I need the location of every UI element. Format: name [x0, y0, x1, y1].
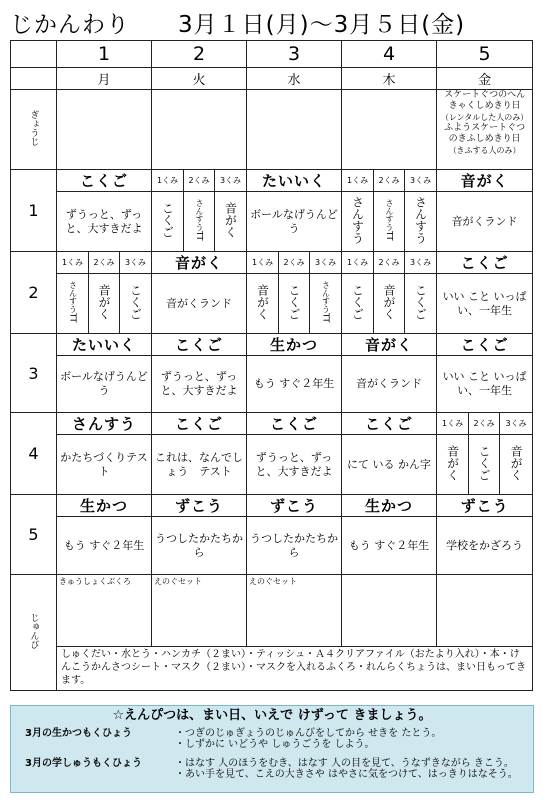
class-label: 1くみ — [152, 170, 184, 192]
lesson-desc: ずうっと、ずっと、大すきだよ — [57, 192, 152, 252]
goal-text: ・しずかに いどうや しゅうごうを しよう。 — [175, 739, 375, 750]
period-4-detail-row — [11, 435, 533, 495]
period-label: 5 — [11, 495, 57, 575]
subject: こくご — [437, 252, 533, 274]
subject: 生かつ — [247, 334, 342, 356]
event-cell — [342, 90, 437, 170]
class-label: 2くみ — [184, 170, 215, 192]
class-subject: こくご — [405, 274, 437, 334]
prep-item: えのぐセット — [152, 575, 247, 647]
corner-cell — [11, 68, 57, 90]
class-subject: こくご — [342, 274, 374, 334]
row-label: じゅんび — [11, 575, 57, 691]
lesson-desc: うつしたかたちから — [247, 517, 342, 575]
col-number: 4 — [342, 41, 437, 68]
weekday: 月 — [57, 68, 152, 90]
subject: ずこう — [247, 495, 342, 517]
lesson-desc: もう すぐ２年生 — [57, 517, 152, 575]
lesson-desc: もう すぐ２年生 — [342, 517, 437, 575]
weekday: 木 — [342, 68, 437, 90]
prep-row — [11, 575, 533, 647]
subject: こくご — [152, 413, 247, 435]
subject: ずこう — [437, 495, 533, 517]
lesson-desc: これは、なんでしょう テスト — [152, 435, 247, 495]
class-label: 2くみ — [374, 170, 405, 192]
class-subject: さんすうTT — [310, 274, 342, 334]
subject: 音がく — [152, 252, 247, 274]
prep-item — [437, 575, 533, 647]
period-label: 4 — [11, 413, 57, 495]
gakushu-goal — [25, 758, 535, 784]
lesson-desc: いい こと いっぱい、一年生 — [437, 274, 533, 334]
class-label: 3くみ — [120, 252, 152, 274]
subject: 音がく — [437, 170, 533, 192]
class-subject: 音がく — [247, 274, 279, 334]
event-cell — [57, 90, 152, 170]
period-2-subject-row — [11, 252, 533, 274]
class-subject: こくご — [279, 274, 310, 334]
class-label: 1くみ — [57, 252, 89, 274]
pencil-banner: ☆えんぴつは、まい日、いえで けずって きましょう。 — [112, 708, 432, 723]
subject: 音がく — [342, 334, 437, 356]
goal-label: 3月の生かつもくひょう — [25, 728, 132, 739]
subject: こくご — [247, 413, 342, 435]
goal-text: ・あい手を見て、こえの大きさや はやさに気をつけて、はっきりはなそう。 — [175, 769, 518, 780]
lesson-desc: かたちづくりテスト — [57, 435, 152, 495]
weekday: 水 — [247, 68, 342, 90]
daily-items-note: しゅくだい・水とう・ハンカチ（２まい）・ティッシュ・Ａ４クリアファイル（おたより入れ）・本・けんこうかんさつシート・マスク（２まい）・マスクを入れるふくろ・れんらくちょうは、まい日もってきます。 — [57, 647, 533, 691]
goal-label: 3月の学しゅうもくひょう — [25, 758, 142, 769]
prep-item: きゅうしょくぶくろ — [57, 575, 152, 647]
weekday-row — [11, 68, 533, 90]
seikatsu-goal — [25, 728, 535, 754]
weekday: 火 — [152, 68, 247, 90]
timetable — [10, 40, 533, 691]
page-title: じかんわり 3月１日(月)～3月５日(金) — [10, 12, 466, 38]
lesson-desc: ボールなげうんどう — [247, 192, 342, 252]
prep-note-row — [11, 647, 533, 691]
period-1-detail-row — [11, 192, 533, 252]
lesson-desc: にて いる かん字 — [342, 435, 437, 495]
period-2-detail-row — [11, 274, 533, 334]
class-label: 3くみ — [405, 252, 437, 274]
subject: こくご — [437, 334, 533, 356]
class-subject: さんすうTT — [184, 192, 215, 252]
subject: 生かつ — [57, 495, 152, 517]
class-subject: こくご — [120, 274, 152, 334]
subject: たいいく — [57, 334, 152, 356]
class-subject: さんすう — [405, 192, 437, 252]
lesson-desc: 学校をかざろう — [437, 517, 533, 575]
period-label: 3 — [11, 334, 57, 413]
period-label: 2 — [11, 252, 57, 334]
lesson-desc: もう すぐ２年生 — [247, 356, 342, 413]
class-subject: 音がく — [374, 274, 405, 334]
corner-cell — [11, 41, 57, 68]
goal-text: ・はなす 人のほうをむき、はなす 人の目を見て、うなずきながら きこう。 — [175, 758, 514, 769]
lesson-desc: 音がくランド — [342, 356, 437, 413]
lesson-desc: ずうっと、ずっと、大すきだよ — [152, 356, 247, 413]
class-subject: 音がく — [437, 435, 469, 495]
row-label: ぎょうじ — [11, 90, 57, 170]
events-row — [11, 90, 533, 170]
class-label: 1くみ — [437, 413, 469, 435]
class-label: 2くみ — [469, 413, 500, 435]
class-label: 1くみ — [342, 170, 374, 192]
class-subject: さんすう — [342, 192, 374, 252]
period-3-subject-row — [11, 334, 533, 356]
lesson-desc: ボールなげうんどう — [57, 356, 152, 413]
subject: ずこう — [152, 495, 247, 517]
class-subject: さんすうTT — [57, 274, 89, 334]
class-subject: 音がく — [500, 435, 533, 495]
prep-item — [342, 575, 437, 647]
period-5-detail-row — [11, 517, 533, 575]
prep-item: えのぐセット — [247, 575, 342, 647]
weekday: 金 — [437, 68, 533, 90]
event-cell-friday: スケートぐつのへん きゃくしめきり日 （レンタルした人のみ） ふようスケートぐつ のきふしめきり日 （きふする人のみ） — [437, 90, 533, 170]
lesson-desc: うつしたかたちから — [152, 517, 247, 575]
class-subject: さんすうTT — [374, 192, 405, 252]
class-label: 2くみ — [374, 252, 405, 274]
class-label: 2くみ — [89, 252, 120, 274]
subject: こくご — [152, 334, 247, 356]
col-number: 3 — [247, 41, 342, 68]
class-label: 2くみ — [279, 252, 310, 274]
class-label: 1くみ — [342, 252, 374, 274]
class-label: 3くみ — [500, 413, 533, 435]
subject: こくご — [342, 413, 437, 435]
lesson-desc: いい こと いっぱい、一年生 — [437, 356, 533, 413]
class-label: 3くみ — [215, 170, 247, 192]
col-number: 2 — [152, 41, 247, 68]
lesson-desc: 音がくランド — [152, 274, 247, 334]
event-cell — [247, 90, 342, 170]
column-number-row — [11, 41, 533, 68]
period-5-subject-row — [11, 495, 533, 517]
goal-text: ・つぎのじゅぎょうのじゅんびをしてから せきを たとう。 — [175, 728, 442, 739]
class-subject: こくご — [152, 192, 184, 252]
col-number: 5 — [437, 41, 533, 68]
lesson-desc: 音がくランド — [437, 192, 533, 252]
class-label: 3くみ — [405, 170, 437, 192]
subject: 生かつ — [342, 495, 437, 517]
col-number: 1 — [57, 41, 152, 68]
period-1-subject-row — [11, 170, 533, 192]
subject: たいいく — [247, 170, 342, 192]
lesson-desc: ずうっと、ずっと、大すきだよ — [247, 435, 342, 495]
class-subject: 音がく — [89, 274, 120, 334]
period-4-subject-row — [11, 413, 533, 435]
class-label: 3くみ — [310, 252, 342, 274]
class-subject: 音がく — [215, 192, 247, 252]
period-label: 1 — [11, 170, 57, 252]
subject: こくご — [57, 170, 152, 192]
goals-box — [10, 705, 534, 793]
class-subject: こくご — [469, 435, 500, 495]
subject: さんすう — [57, 413, 152, 435]
class-label: 1くみ — [247, 252, 279, 274]
event-cell — [152, 90, 247, 170]
period-3-detail-row — [11, 356, 533, 413]
